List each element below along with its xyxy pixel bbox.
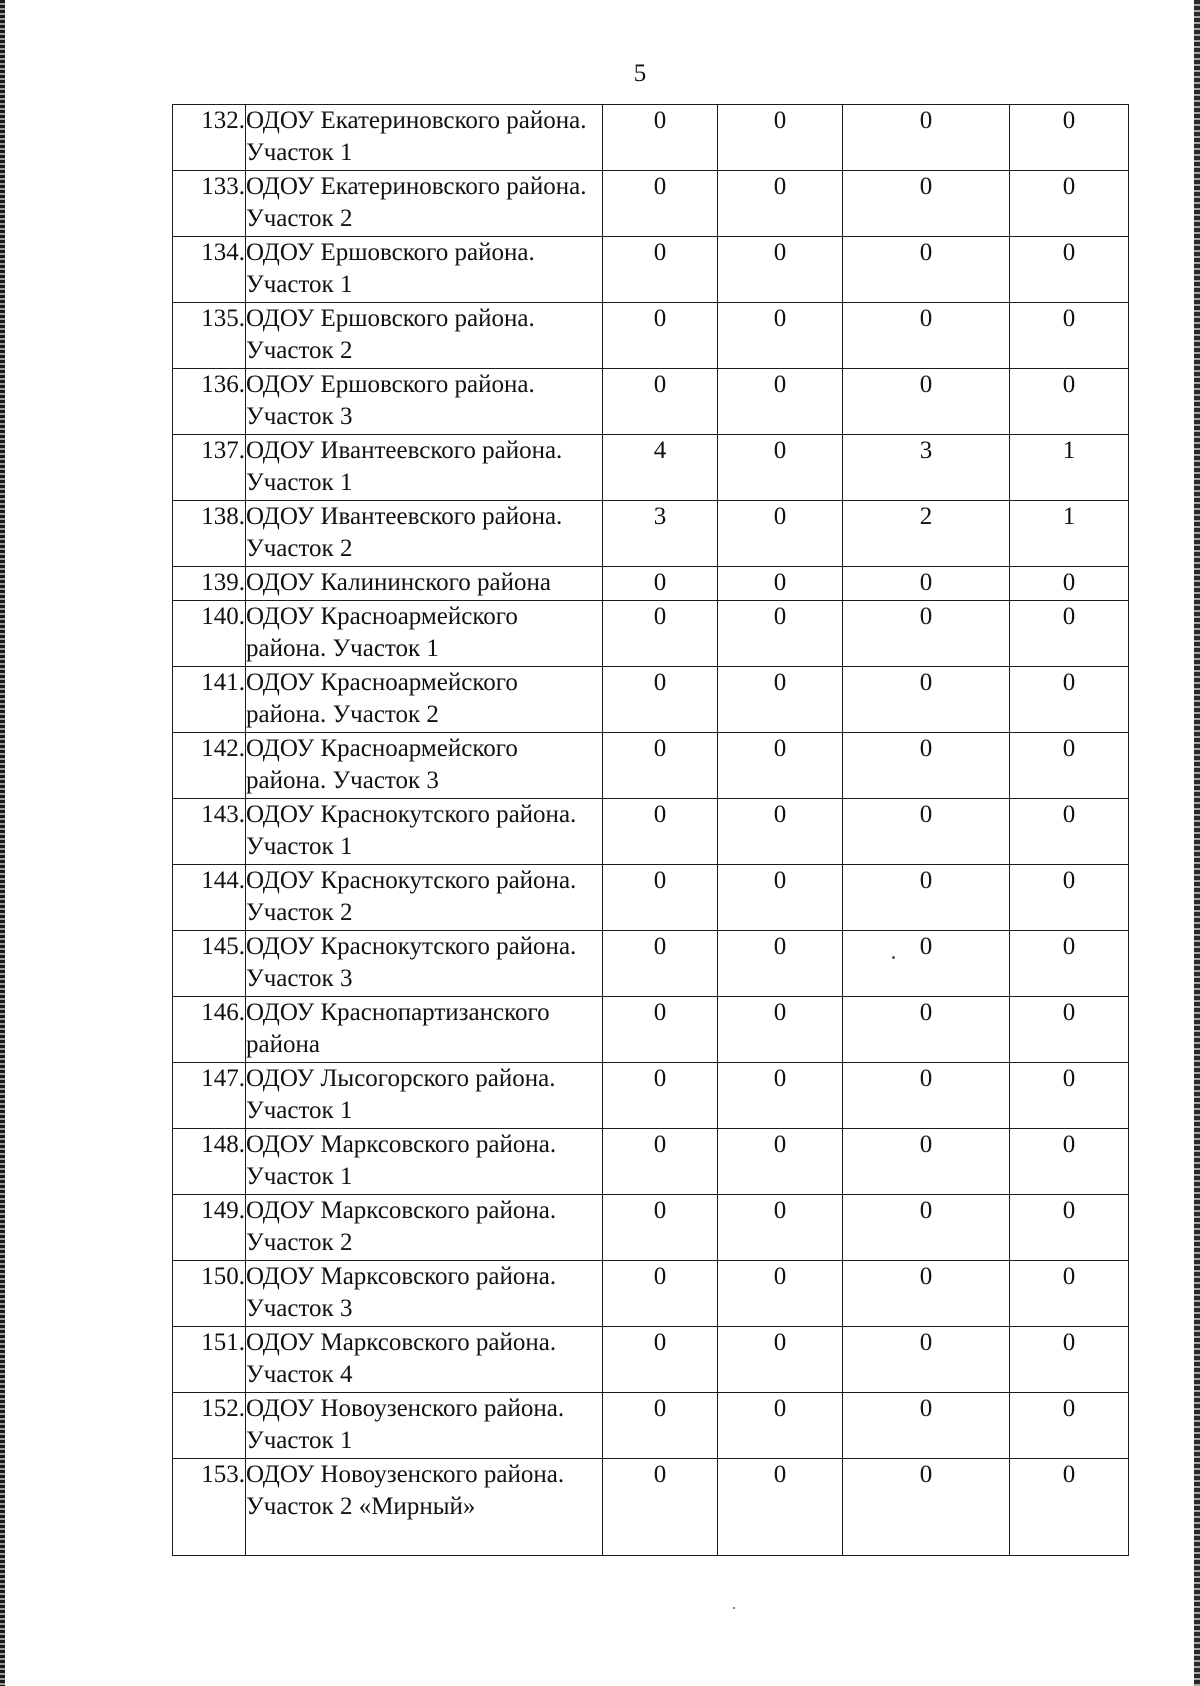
value-cell-3: 3 <box>843 435 1010 501</box>
value-cell-4: 0 <box>1010 1327 1129 1393</box>
value-cell-3: 0 <box>843 1195 1010 1261</box>
table-row <box>173 931 1129 997</box>
value-cell-3: 0 <box>843 1129 1010 1195</box>
value-cell-4: 0 <box>1010 799 1129 865</box>
value-cell-1: 0 <box>603 171 718 237</box>
row-number: 134. <box>173 237 246 303</box>
row-number: 138. <box>173 501 246 567</box>
value-cell-1: 0 <box>603 667 718 733</box>
row-name: ОДОУ Ершовского района. Участок 1 <box>246 237 603 303</box>
row-number: 144. <box>173 865 246 931</box>
value-cell-4: 0 <box>1010 931 1129 997</box>
row-name: ОДОУ Марксовского района. Участок 1 <box>246 1129 603 1195</box>
value-cell-2: 0 <box>718 1393 843 1459</box>
value-cell-1: 0 <box>603 105 718 171</box>
table-row <box>173 1195 1129 1261</box>
value-cell-2: 0 <box>718 501 843 567</box>
value-cell-4: 0 <box>1010 865 1129 931</box>
value-cell-3: 0 <box>843 237 1010 303</box>
row-name: ОДОУ Красноармейского района. Участок 1 <box>246 601 603 667</box>
table-row <box>173 667 1129 733</box>
value-cell-1: 0 <box>603 567 718 601</box>
row-number: 148. <box>173 1129 246 1195</box>
row-name: ОДОУ Краснокутского района. Участок 3 <box>246 931 603 997</box>
table-row <box>173 1129 1129 1195</box>
row-number: 139. <box>173 567 246 601</box>
table-row <box>173 733 1129 799</box>
value-cell-4: 0 <box>1010 1063 1129 1129</box>
value-cell-4: 0 <box>1010 1195 1129 1261</box>
value-cell-4: 0 <box>1010 237 1129 303</box>
value-cell-4: 0 <box>1010 303 1129 369</box>
value-cell-1: 0 <box>603 303 718 369</box>
row-number: 142. <box>173 733 246 799</box>
value-cell-1: 0 <box>603 799 718 865</box>
row-number: 137. <box>173 435 246 501</box>
value-cell-2: 0 <box>718 865 843 931</box>
table-row <box>173 369 1129 435</box>
value-cell-1: 0 <box>603 1129 718 1195</box>
value-cell-3: 0 <box>843 303 1010 369</box>
value-cell-4: 0 <box>1010 667 1129 733</box>
value-cell-3: 0 <box>843 733 1010 799</box>
value-cell-4: 0 <box>1010 601 1129 667</box>
value-cell-1: 0 <box>603 1195 718 1261</box>
data-table <box>172 104 1129 1556</box>
row-name: ОДОУ Екатериновского района. Участок 1 <box>246 105 603 171</box>
row-number: 150. <box>173 1261 246 1327</box>
value-cell-2: 0 <box>718 601 843 667</box>
value-cell-1: 0 <box>603 931 718 997</box>
value-cell-4: 0 <box>1010 369 1129 435</box>
row-name: ОДОУ Красноармейского района. Участок 2 <box>246 667 603 733</box>
table-row <box>173 1063 1129 1129</box>
row-number: 147. <box>173 1063 246 1129</box>
value-cell-1: 0 <box>603 601 718 667</box>
table-row <box>173 997 1129 1063</box>
value-cell-3: 2 <box>843 501 1010 567</box>
value-cell-1: 0 <box>603 237 718 303</box>
table-row <box>173 865 1129 931</box>
value-cell-3: 0 <box>843 1393 1010 1459</box>
value-cell-3: 0 <box>843 1459 1010 1556</box>
value-cell-4: 0 <box>1010 733 1129 799</box>
value-cell-4: 0 <box>1010 1129 1129 1195</box>
value-cell-3: 0 <box>843 799 1010 865</box>
value-cell-3: 0 <box>843 171 1010 237</box>
value-cell-2: 0 <box>718 567 843 601</box>
row-name: ОДОУ Лысогорского района. Участок 1 <box>246 1063 603 1129</box>
table-body <box>173 105 1129 1556</box>
row-name: ОДОУ Новоузенского района. Участок 1 <box>246 1393 603 1459</box>
table-row <box>173 171 1129 237</box>
value-cell-2: 0 <box>718 1261 843 1327</box>
row-number: 153. <box>173 1459 246 1556</box>
row-number: 149. <box>173 1195 246 1261</box>
row-name: ОДОУ Ершовского района. Участок 2 <box>246 303 603 369</box>
value-cell-3: 0 <box>843 105 1010 171</box>
value-cell-4: 0 <box>1010 171 1129 237</box>
value-cell-3: 0 <box>843 369 1010 435</box>
value-cell-4: 0 <box>1010 1261 1129 1327</box>
row-number: 140. <box>173 601 246 667</box>
value-cell-1: 0 <box>603 733 718 799</box>
row-number: 141. <box>173 667 246 733</box>
table-row <box>173 303 1129 369</box>
table-row <box>173 1459 1129 1556</box>
value-cell-4: 0 <box>1010 997 1129 1063</box>
value-cell-1: 0 <box>603 1063 718 1129</box>
value-cell-1: 0 <box>603 369 718 435</box>
value-cell-2: 0 <box>718 303 843 369</box>
value-cell-1: 0 <box>603 865 718 931</box>
value-cell-2: 0 <box>718 435 843 501</box>
row-name: ОДОУ Ивантеевского района. Участок 2 <box>246 501 603 567</box>
row-name: ОДОУ Краснокутского района. Участок 1 <box>246 799 603 865</box>
row-number: 145. <box>173 931 246 997</box>
row-number: 135. <box>173 303 246 369</box>
row-name: ОДОУ Марксовского района. Участок 2 <box>246 1195 603 1261</box>
value-cell-3: 0 <box>843 1327 1010 1393</box>
value-cell-2: 0 <box>718 1195 843 1261</box>
scan-edge-left <box>0 0 5 1686</box>
scan-speck <box>733 1607 735 1609</box>
value-cell-3: 0 <box>843 1261 1010 1327</box>
value-cell-2: 0 <box>718 105 843 171</box>
table-row <box>173 1393 1129 1459</box>
row-name: ОДОУ Калининского района <box>246 567 603 601</box>
row-number: 152. <box>173 1393 246 1459</box>
value-cell-2: 0 <box>718 1129 843 1195</box>
value-cell-2: 0 <box>718 733 843 799</box>
value-cell-1: 4 <box>603 435 718 501</box>
value-cell-2: 0 <box>718 997 843 1063</box>
value-cell-1: 0 <box>603 1393 718 1459</box>
value-cell-4: 0 <box>1010 1459 1129 1556</box>
value-cell-2: 0 <box>718 1063 843 1129</box>
value-cell-2: 0 <box>718 1327 843 1393</box>
value-cell-2: 0 <box>718 237 843 303</box>
value-cell-1: 0 <box>603 1327 718 1393</box>
value-cell-3: 0 <box>843 1063 1010 1129</box>
value-cell-3: 0 <box>843 601 1010 667</box>
row-name: ОДОУ Красноармейского района. Участок 3 <box>246 733 603 799</box>
page-number: 5 <box>633 60 647 87</box>
row-name: ОДОУ Ивантеевского района. Участок 1 <box>246 435 603 501</box>
value-cell-4: 0 <box>1010 1393 1129 1459</box>
value-cell-2: 0 <box>718 369 843 435</box>
value-cell-3: 0 <box>843 931 1010 997</box>
scan-edge-right <box>1194 0 1200 1686</box>
value-cell-2: 0 <box>718 931 843 997</box>
value-cell-1: 0 <box>603 1459 718 1556</box>
row-number: 151. <box>173 1327 246 1393</box>
value-cell-3: 0 <box>843 667 1010 733</box>
table-row <box>173 567 1129 601</box>
table-row <box>173 1327 1129 1393</box>
value-cell-2: 0 <box>718 799 843 865</box>
value-cell-4: 1 <box>1010 435 1129 501</box>
row-number: 146. <box>173 997 246 1063</box>
value-cell-2: 0 <box>718 171 843 237</box>
row-number: 133. <box>173 171 246 237</box>
value-cell-3: 0 <box>843 567 1010 601</box>
row-name: ОДОУ Марксовского района. Участок 3 <box>246 1261 603 1327</box>
value-cell-1: 0 <box>603 997 718 1063</box>
value-cell-4: 0 <box>1010 105 1129 171</box>
table-row <box>173 1261 1129 1327</box>
row-name: ОДОУ Новоузенского района. Участок 2 «Мирный» <box>246 1459 603 1556</box>
table-row <box>173 435 1129 501</box>
row-number: 132. <box>173 105 246 171</box>
table-row <box>173 799 1129 865</box>
table-row <box>173 601 1129 667</box>
table-row <box>173 105 1129 171</box>
scan-speck <box>892 956 895 959</box>
table-row <box>173 237 1129 303</box>
value-cell-1: 0 <box>603 1261 718 1327</box>
row-name: ОДОУ Краснопартизанского района <box>246 997 603 1063</box>
value-cell-3: 0 <box>843 865 1010 931</box>
value-cell-4: 1 <box>1010 501 1129 567</box>
value-cell-4: 0 <box>1010 567 1129 601</box>
table-row <box>173 501 1129 567</box>
row-name: ОДОУ Ершовского района. Участок 3 <box>246 369 603 435</box>
value-cell-1: 3 <box>603 501 718 567</box>
row-number: 136. <box>173 369 246 435</box>
value-cell-2: 0 <box>718 667 843 733</box>
value-cell-3: 0 <box>843 997 1010 1063</box>
row-name: ОДОУ Марксовского района. Участок 4 <box>246 1327 603 1393</box>
row-name: ОДОУ Екатериновского района. Участок 2 <box>246 171 603 237</box>
row-number: 143. <box>173 799 246 865</box>
value-cell-2: 0 <box>718 1459 843 1556</box>
row-name: ОДОУ Краснокутского района. Участок 2 <box>246 865 603 931</box>
